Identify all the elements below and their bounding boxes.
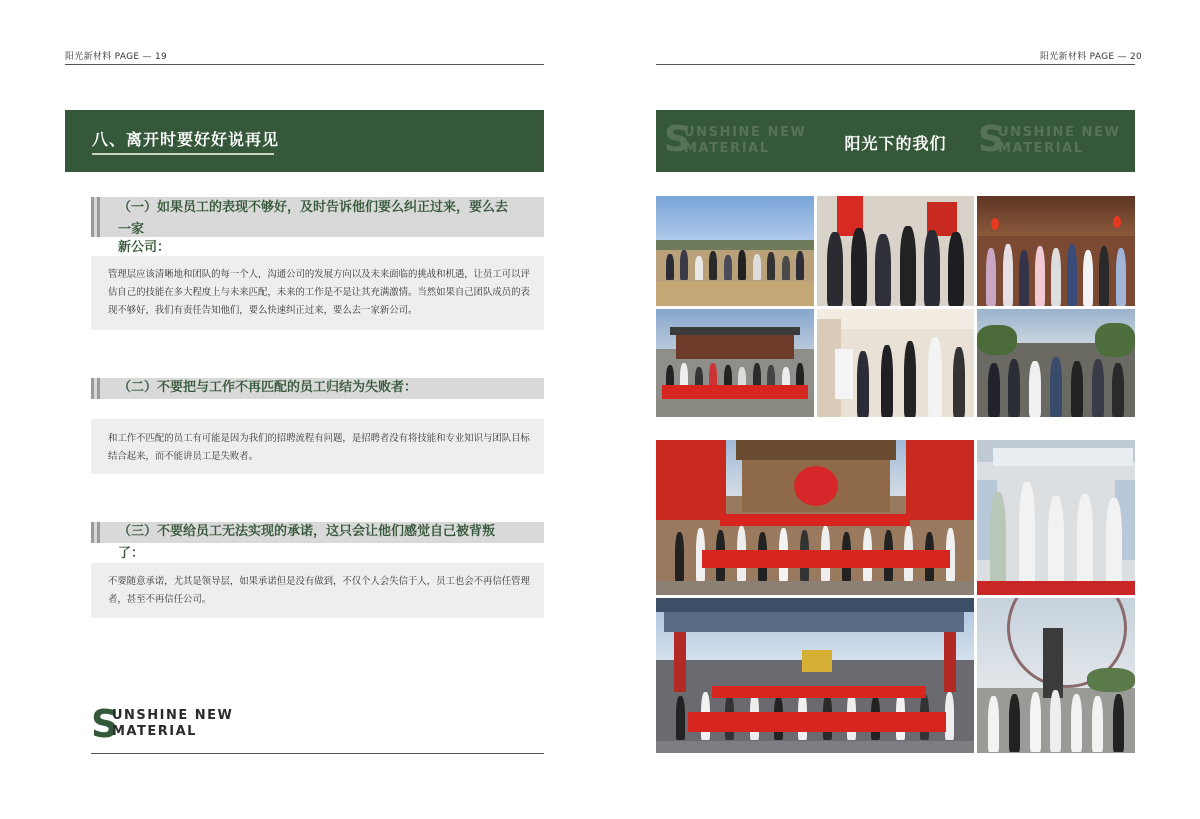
photo-team-heart-gate	[656, 440, 974, 595]
photo-booth-staff	[977, 440, 1135, 595]
left-footer-rule	[91, 753, 544, 754]
paragraph-2-text: 和工作不匹配的员工有可能是因为我们的招聘流程有问题，是招聘者没有将技能和专业知识与团队目标结合起来，而不能讲员工是失败者。	[108, 433, 530, 462]
subheading-bars	[91, 378, 101, 399]
subheading-2-line1: （二）不要把与工作不再匹配的员工归结为失败者：	[118, 380, 418, 395]
photo-team-with-flags	[817, 196, 974, 306]
watermark-logo-right: S UNSHINE NEW MATERIAL	[978, 119, 1121, 160]
logo-line2: MATERIAL	[112, 724, 197, 739]
paragraph-1-text: 管理层应该清晰地和团队的每一个人，沟通公司的发展方向以及未来面临的挑战和机遇，让员工可以评估自己的技能在多大程度上与未来匹配，未来的工作是不是让其充满激情。当然如果自己团队成员的表现不够好，我们有责任告知他们，要么快速纠正过来，要么去一家新公司。	[108, 269, 530, 316]
logo-line1: UNSHINE NEW	[112, 708, 234, 723]
paragraph-1	[91, 256, 544, 330]
photo-9-banner	[688, 712, 946, 732]
watermark-logo-left: S UNSHINE NEW MATERIAL	[664, 119, 807, 160]
right-page-header: 阳光新材料 PAGE — 20	[1040, 52, 1143, 62]
subheading-1-line2: 新公司：	[118, 240, 171, 255]
photo-team-ancient-town	[977, 196, 1135, 306]
title-underline	[92, 153, 274, 155]
photo-9-banner-top	[712, 686, 926, 698]
photo-team-ferris-wheel	[977, 598, 1135, 753]
subheading-3-line1: （三）不要给员工无法实现的承诺，这只会让他们感觉自己被背叛了：	[118, 524, 496, 561]
photo-7-banner	[702, 550, 950, 568]
subheading-3	[91, 522, 544, 561]
left-page-header: 阳光新材料 PAGE — 19	[65, 52, 168, 62]
logo-s-mark: S	[91, 702, 119, 746]
company-logo	[91, 702, 271, 746]
photo-7-banner-top	[720, 514, 910, 526]
paragraph-3-text: 不要随意承诺，尤其是领导层，如果承诺但是没有做到，不仅个人会失信于人，员工也会不再信任管理者，甚至不再信任公司。	[108, 576, 530, 605]
subheading-1-line1: （一）如果员工的表现不够好，及时告诉他们要么纠正过来，要么去一家	[118, 200, 509, 237]
subheading-bars	[91, 522, 101, 543]
photo-exhibition-visit	[817, 309, 974, 417]
subheading-bars	[91, 197, 101, 237]
photo-team-archway-gate	[656, 598, 974, 753]
paragraph-3	[91, 563, 544, 618]
photo-team-temple-banner	[656, 309, 814, 417]
photo-team-seated-steps	[977, 309, 1135, 417]
left-header-rule	[65, 64, 544, 65]
paragraph-2	[91, 419, 544, 474]
right-header-rule	[656, 64, 1135, 65]
section-title: 八、离开时要好好说再见	[92, 130, 280, 149]
gallery-title-banner	[656, 110, 1135, 172]
subheading-1	[91, 197, 544, 255]
subheading-2	[91, 378, 544, 399]
photo-4-banner	[662, 385, 808, 399]
gallery-title: 阳光下的我们	[844, 134, 947, 153]
section-title-banner	[65, 110, 544, 172]
photo-team-outdoor-field	[656, 196, 814, 306]
